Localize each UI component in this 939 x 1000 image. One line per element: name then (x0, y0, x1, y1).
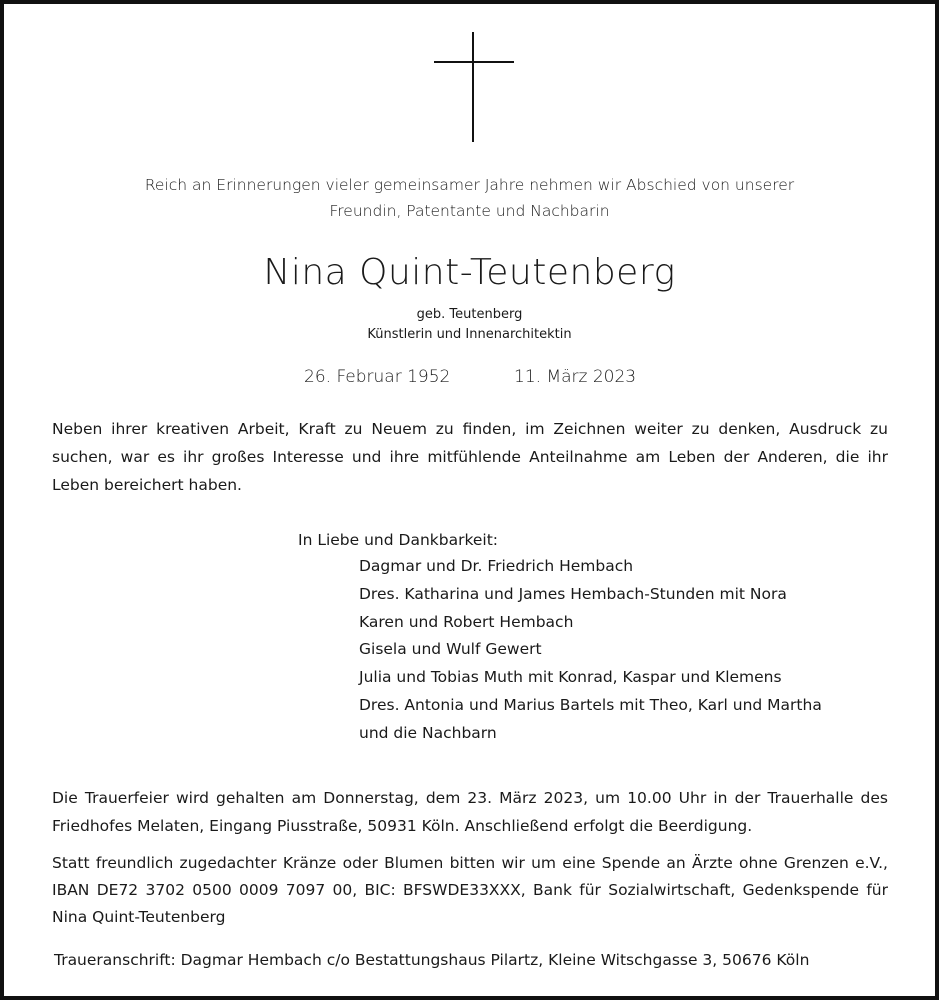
mourner-entry: Dres. Katharina und James Hembach-Stunden mit Nora (359, 584, 787, 603)
mourner-entry: Karen und Robert Hembach (359, 612, 574, 631)
cross-horizontal-bar (434, 61, 514, 63)
mourning-address: Traueranschrift: Dagmar Hembach c/o Bestattungshaus Pilartz, Kleine Witschgasse 3, 50676 Köln (54, 951, 810, 969)
intro-text (4, 172, 935, 224)
cross-vertical-bar (472, 32, 474, 142)
date-of-death: 11. März 2023 (514, 367, 637, 387)
birth-name: geb. Teutenberg (416, 307, 523, 322)
funeral-info: Die Trauerfeier wird gehalten am Donnerstag, dem 23. März 2023, um 10.00 Uhr in der Trauerhalle des Friedhofes Melaten, Eingang Piusstraße, 50931 Köln. Anschließend erfolgt die Beerdigung. (52, 789, 888, 835)
profession: Künstlerin und Innenarchitektin (367, 327, 572, 342)
mourners-list (359, 553, 822, 748)
mourner-entry: Dres. Antonia und Marius Bartels mit Theo, Karl und Martha (359, 695, 822, 714)
tribute-paragraph: Neben ihrer kreativen Arbeit, Kraft zu Neuem zu finden, im Zeichnen weiter zu denken, Ausdruck zu suchen, war es ihr großes Interesse und ihre mitfühlende Anteilnahme am Leben der Anderen, die ihr Leben bereichert haben. (52, 420, 888, 494)
intro-line-2: Freundin, Patentante und Nachbarin (329, 202, 610, 220)
mourner-entry: Dagmar und Dr. Friedrich Hembach (359, 557, 634, 575)
intro-line-1: Reich an Erinnerungen vieler gemeinsamer Jahre nehmen wir Abschied von unserer (144, 176, 795, 194)
date-of-birth: 26. Februar 1952 (304, 367, 451, 387)
thanks-heading: In Liebe und Dankbarkeit: (298, 531, 499, 549)
mourner-entry: Julia und Tobias Muth mit Konrad, Kaspar und Klemens (359, 668, 782, 687)
deceased-name: Nina Quint-Teutenberg (263, 252, 676, 293)
donation-info: Statt freundlich zugedachter Kränze oder Blumen bitten wir um eine Spende an Ärzte ohne Grenzen e.V., IBAN DE72 3702 0500 0009 7097 00, BIC: BFSWDE33XXX, Bank für Sozialwirtschaft, Gedenkspende für Nina Quint-Teutenberg (52, 854, 888, 926)
mourner-entry: Gisela und Wulf Gewert (359, 640, 542, 659)
mourner-entry: und die Nachbarn (359, 723, 497, 742)
